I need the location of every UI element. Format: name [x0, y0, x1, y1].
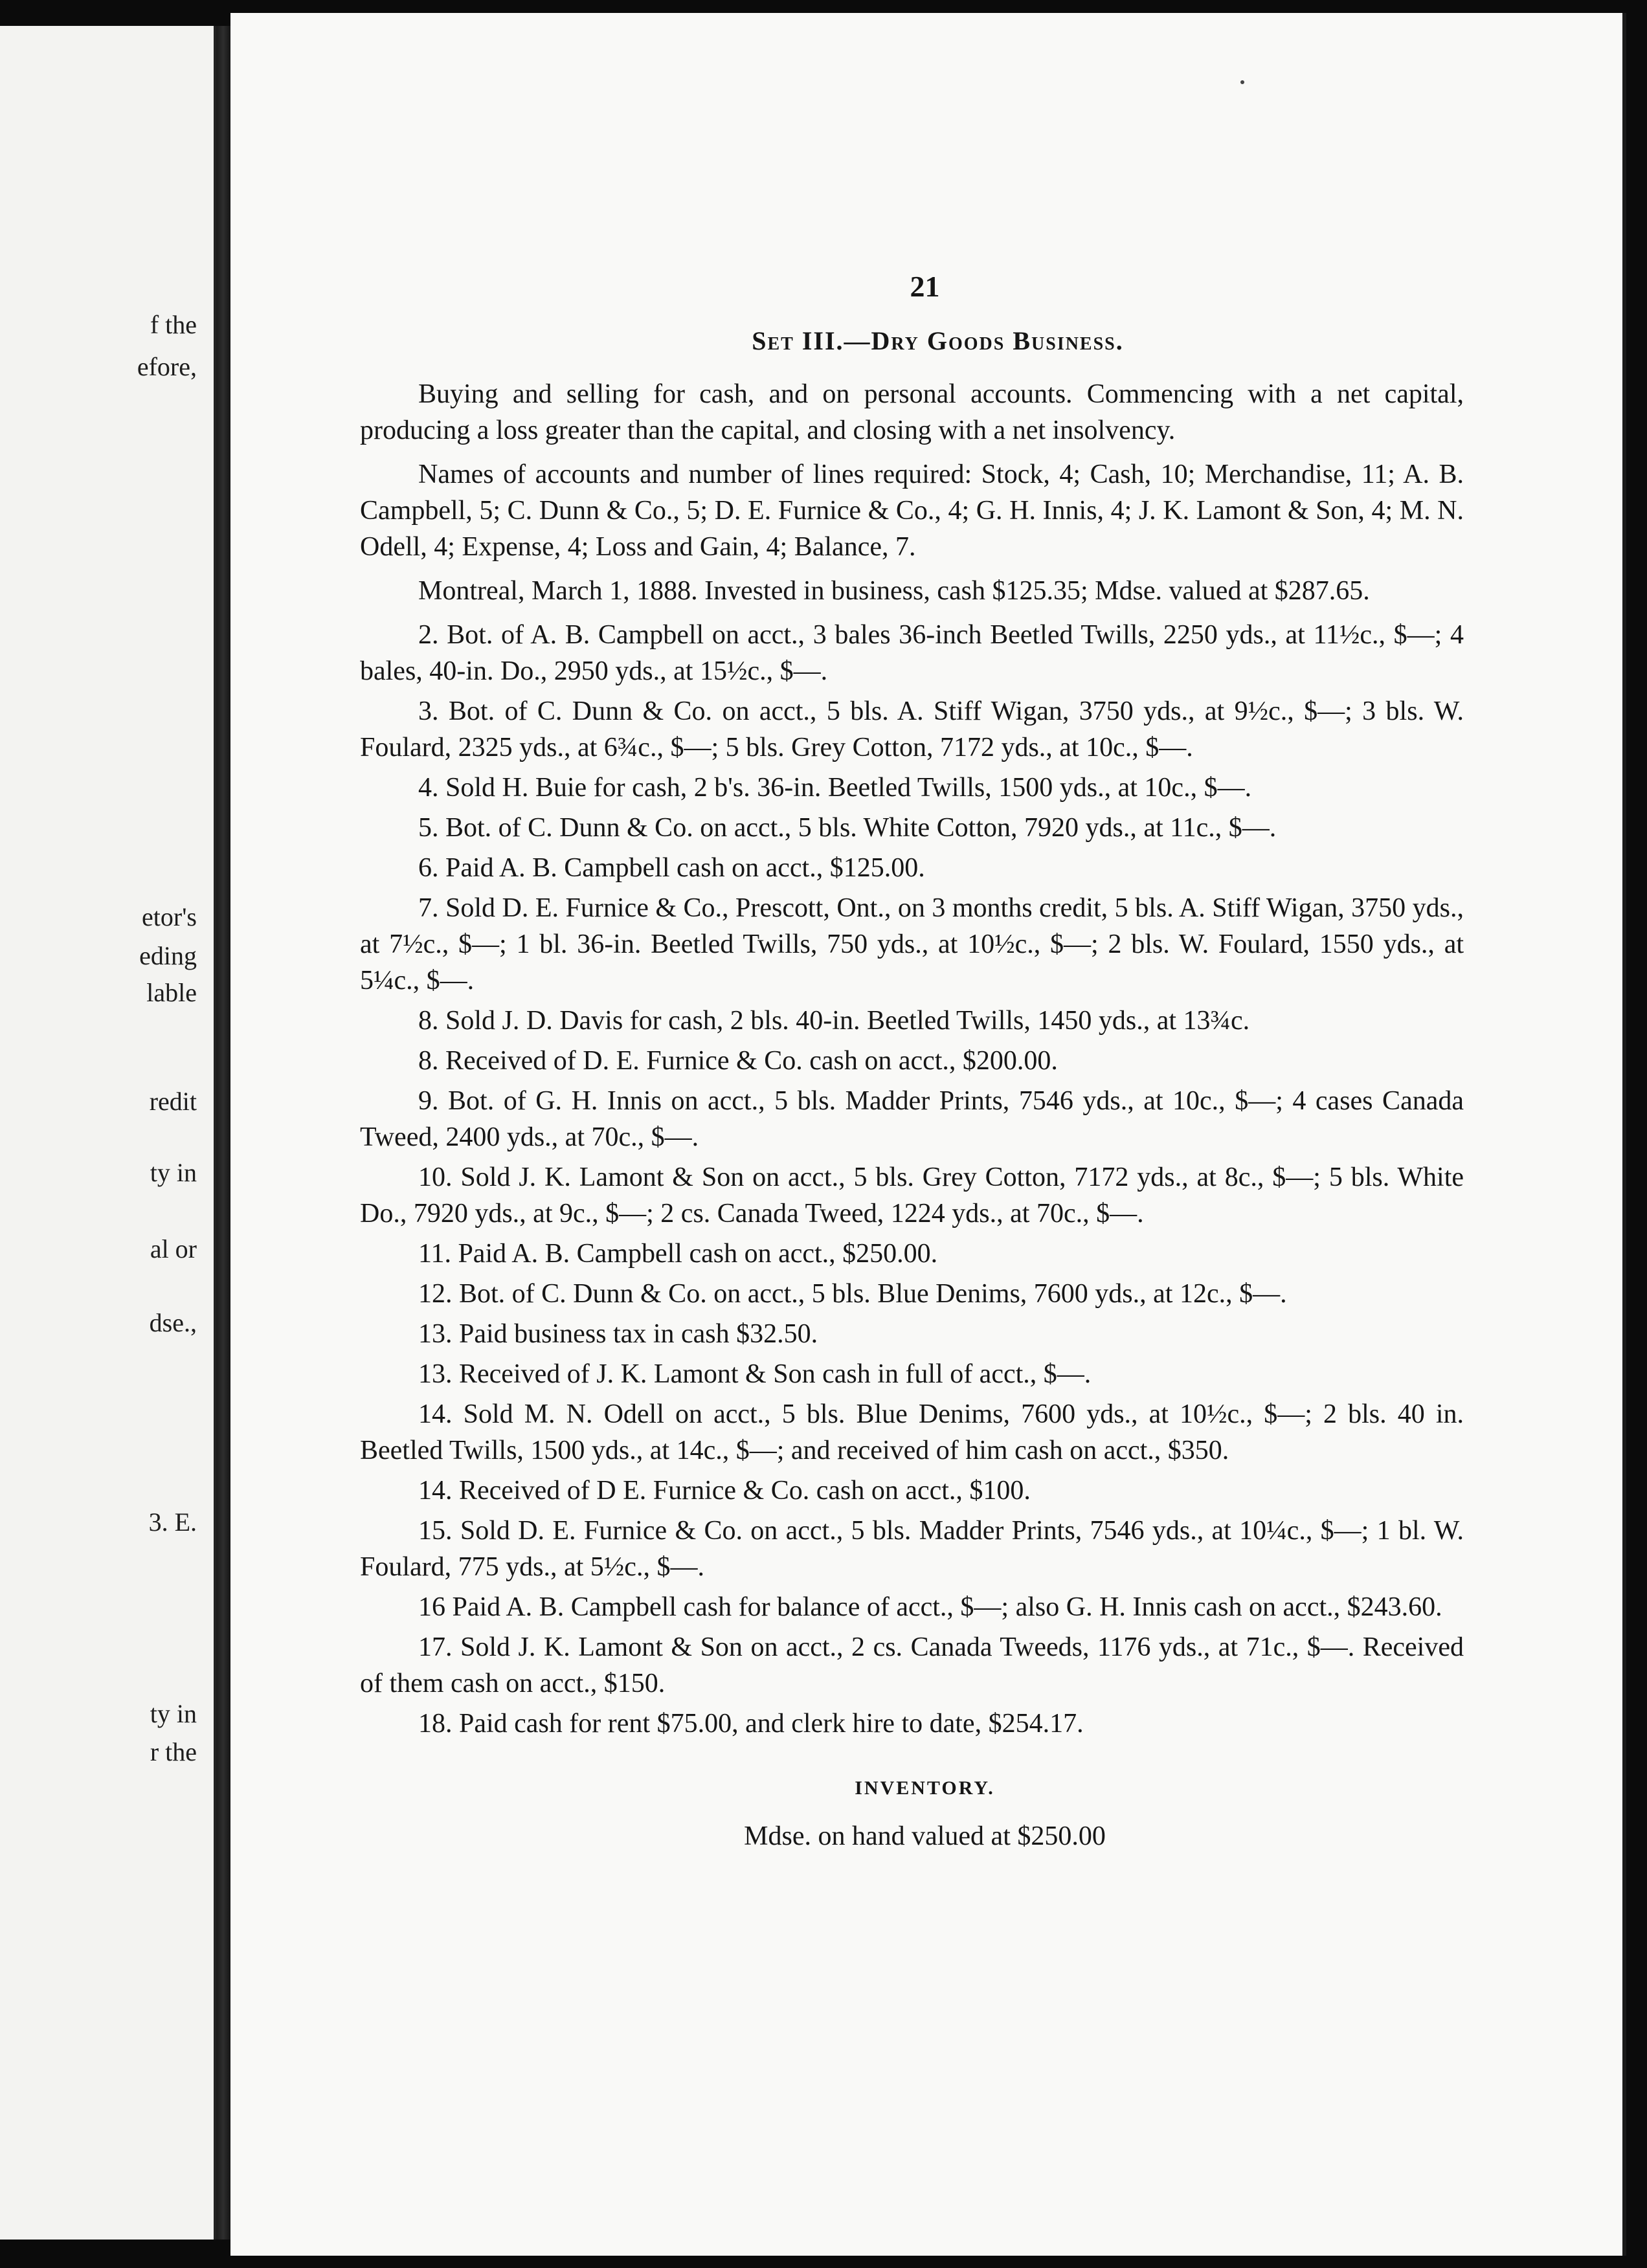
left-facing-page — [0, 26, 216, 2240]
left-page-text-fragment: lable — [146, 978, 197, 1007]
transaction-entry: 14. Received of D E. Furnice & Co. cash on acct., $100. — [418, 1476, 1031, 1506]
book-spine — [216, 26, 230, 2240]
transaction-entry: 5. Bot. of C. Dunn & Co. on acct., 5 bls. White Cotton, 7920 yds., at 11c., $—. — [418, 813, 1277, 843]
transaction-entry: 10. Sold J. K. Lamont & Son on acct., 5 bls. Grey Cotton, 7172 yds., at 8c., $—; 5 bls. White Do., 7920 yds., at 9c., $—; 2 cs. Canada Tweed, 1224 yds., at 70c., $—. — [360, 1162, 1464, 1228]
left-page-text-fragment: ty in — [150, 1699, 197, 1728]
inventory-text: Mdse. on hand valued at $250.00 — [744, 1821, 1106, 1851]
transaction-entry: 13. Received of J. K. Lamont & Son cash in full of acct., $—. — [418, 1359, 1092, 1389]
left-page-text-fragment: dse., — [149, 1308, 197, 1337]
transaction-entry: 13. Paid business tax in cash $32.50. — [418, 1319, 818, 1349]
transaction-entry: 3. Bot. of C. Dunn & Co. on acct., 5 bls. A. Stiff Wigan, 3750 yds., at 9½c., $—; 3 bls. W. Foulard, 2325 yds., at 6¾c., $—; 5 bls. Grey Cotton, 7172 yds., at 10c., $—. — [360, 696, 1464, 762]
transaction-entry: 8. Received of D. E. Furnice & Co. cash on acct., $200.00. — [418, 1046, 1058, 1076]
intro-paragraph: Buying and selling for cash, and on personal accounts. Commencing with a net capital, producing a loss greater than the capital, and closing with a net insolvency. — [360, 379, 1464, 445]
transaction-entry: 12. Bot. of C. Dunn & Co. on acct., 5 bls. Blue Denims, 7600 yds., at 12c., $—. — [418, 1279, 1287, 1309]
transaction-entry: 7. Sold D. E. Furnice & Co., Prescott, Ont., on 3 months credit, 5 bls. A. Stiff Wigan, 3750 yds., at 7½c., $—; 1 bl. 36-in. Beetled Twills, 750 yds., at 10½c., $—; 2 bls. W. Foulard, 1550 yds., at 5¼c., $—. — [360, 893, 1464, 995]
accounts-paragraph: Names of accounts and number of lines required: Stock, 4; Cash, 10; Merchandise, 11; A. B. Campbell, 5; C. Dunn & Co., 5; D. E. Furnice & Co., 4; G. H. Innis, 4; J. K. Lamont & Son, 4; M. N. Odell, 4; Expense, 4; Loss and Gain, 4; Balance, 7. — [360, 460, 1464, 562]
left-page-text-fragment: etor's — [142, 902, 197, 931]
transaction-entry: 15. Sold D. E. Furnice & Co. on acct., 5 bls. Madder Prints, 7546 yds., at 10¼c., $—; 1 bl. W. Foulard, 775 yds., at 5½c., $—. — [360, 1516, 1464, 1582]
transaction-entry: 8. Sold J. D. Davis for cash, 2 bls. 40-in. Beetled Twills, 1450 yds., at 13¾c. — [418, 1006, 1250, 1036]
transaction-entry: 9. Bot. of G. H. Innis on acct., 5 bls. Madder Prints, 7546 yds., at 10c., $—; 4 cases Canada Tweed, 2400 yds., at 70c., $—. — [360, 1086, 1464, 1152]
opening-entry: Montreal, March 1, 1888. Invested in business, cash $125.35; Mdse. valued at $287.65. — [418, 576, 1370, 606]
page-number: 21 — [910, 270, 940, 303]
transaction-list — [360, 617, 1464, 1742]
section-heading: Set III.—Dry Goods Business. — [752, 326, 1124, 355]
transaction-entry: 14. Sold M. N. Odell on acct., 5 bls. Blue Denims, 7600 yds., at 10½c., $—; 2 bls. 40 in. Beetled Twills, 1500 yds., at 14c., $—; and received of him cash on acct., $350. — [360, 1399, 1464, 1465]
transaction-entry: 2. Bot. of A. B. Campbell on acct., 3 bales 36-inch Beetled Twills, 2250 yds., at 11½c., $—; 4 bales, 40-in. Do., 2950 yds., at 15½c., $—. — [360, 620, 1464, 686]
left-page-text-fragment: ty in — [150, 1158, 197, 1187]
left-page-text-fragment: al or — [150, 1234, 197, 1263]
left-page-text-fragment: efore, — [137, 352, 197, 381]
left-page-text-fragment: 3. E. — [148, 1507, 197, 1537]
left-page-text-fragment: f the — [150, 310, 197, 339]
transaction-entry: 18. Paid cash for rent $75.00, and clerk hire to date, $254.17. — [418, 1709, 1084, 1739]
left-page-text-fragment: r the — [150, 1737, 197, 1766]
transaction-entry: 4. Sold H. Buie for cash, 2 b's. 36-in. Beetled Twills, 1500 yds., at 10c., $—. — [418, 773, 1252, 803]
inventory-heading: INVENTORY. — [855, 1777, 995, 1799]
transaction-entry: 16 Paid A. B. Campbell cash for balance of acct., $—; also G. H. Innis cash on acct., $243.60. — [418, 1592, 1442, 1622]
transaction-entry: 17. Sold J. K. Lamont & Son on acct., 2 cs. Canada Tweeds, 1176 yds., at 71c., $—. Received of them cash on acct., $150. — [360, 1632, 1464, 1698]
speck — [1240, 80, 1244, 84]
transaction-entry: 6. Paid A. B. Campbell cash on acct., $125.00. — [418, 853, 925, 883]
page-content — [360, 269, 1464, 1854]
document-page — [230, 13, 1626, 2256]
transaction-entry: 11. Paid A. B. Campbell cash on acct., $250.00. — [418, 1239, 938, 1269]
left-page-text-fragment: eding — [139, 941, 197, 970]
left-page-text-fragment: redit — [149, 1087, 197, 1116]
